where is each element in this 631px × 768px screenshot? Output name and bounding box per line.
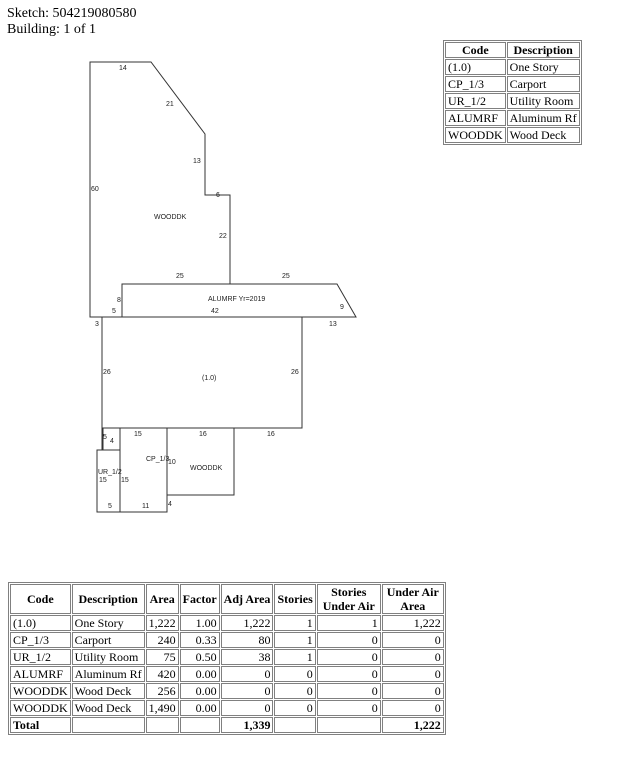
total-cell: Total — [10, 717, 71, 733]
table-cell: 0 — [317, 700, 381, 716]
sketch-id-line: Sketch: 504219080580 — [7, 6, 137, 21]
table-row — [10, 700, 444, 716]
table-cell: 0 — [382, 700, 444, 716]
utility-room-label: UR_1/2 — [98, 469, 122, 476]
table-cell: One Story — [72, 615, 145, 631]
area-summary-table — [8, 582, 446, 735]
table-cell: Aluminum Rf — [72, 666, 145, 682]
table-cell: 38 — [221, 649, 274, 665]
table-cell: 1,222 — [382, 615, 444, 631]
dim-label: 21 — [166, 101, 174, 108]
area-header-cell: Description — [72, 584, 145, 614]
total-row — [10, 717, 444, 733]
dim-label: 11 — [142, 503, 150, 510]
dim-label: 15 — [99, 477, 107, 484]
table-cell: 0 — [221, 700, 274, 716]
table-cell: 0 — [382, 683, 444, 699]
table-cell: 0.33 — [180, 632, 220, 648]
table-cell: 0.00 — [180, 683, 220, 699]
table-cell: 0 — [382, 666, 444, 682]
table-row — [10, 683, 444, 699]
table-cell: Utility Room — [72, 649, 145, 665]
legend-description: Utility Room — [507, 93, 580, 109]
table-cell: WOODDK — [10, 700, 71, 716]
table-cell: 0 — [274, 700, 315, 716]
area-header-cell: Factor — [180, 584, 220, 614]
area-table-body — [10, 615, 444, 733]
wood-deck-lower-shape — [167, 428, 234, 495]
table-cell: (1.0) — [10, 615, 71, 631]
dim-label: 26 — [291, 369, 299, 376]
dim-label: 60 — [91, 186, 99, 193]
table-cell: CP_1/3 — [10, 632, 71, 648]
legend-code: UR_1/2 — [445, 93, 506, 109]
area-header-row — [10, 584, 444, 614]
table-cell: 0 — [317, 649, 381, 665]
dim-label: 16 — [267, 431, 275, 438]
table-cell: 1,490 — [146, 700, 179, 716]
total-cell: 1,339 — [221, 717, 274, 733]
table-cell: 0 — [221, 666, 274, 682]
dim-label: 9 — [340, 304, 344, 311]
dim-label: 5 — [112, 308, 116, 315]
table-cell: 0 — [382, 632, 444, 648]
dim-label: 26 — [103, 369, 111, 376]
dim-label: 42 — [211, 308, 219, 315]
one-story-shape — [102, 317, 302, 428]
area-header-cell: Stories — [274, 584, 315, 614]
table-cell: 0 — [274, 666, 315, 682]
table-cell: Wood Deck — [72, 683, 145, 699]
legend-row — [445, 59, 580, 75]
legend-description: One Story — [507, 59, 580, 75]
table-cell: 1.00 — [180, 615, 220, 631]
carport-shape — [120, 428, 170, 512]
carport-label: CP_1/3 — [146, 456, 170, 463]
area-header-cell: Stories Under Air — [317, 584, 381, 614]
dim-label: 25 — [176, 273, 184, 280]
table-cell: 0 — [274, 683, 315, 699]
table-cell: 1 — [317, 615, 381, 631]
dim-label: 4 — [168, 501, 172, 508]
dim-label: 25 — [282, 273, 290, 280]
table-row — [10, 615, 444, 631]
table-cell: 240 — [146, 632, 179, 648]
wood-deck-upper-shape — [90, 62, 230, 317]
area-header-cell: Code — [10, 584, 71, 614]
legend-table — [443, 40, 582, 145]
table-cell: 1,222 — [221, 615, 274, 631]
area-header-cell: Adj Area — [221, 584, 274, 614]
total-cell: 1,222 — [382, 717, 444, 733]
table-cell: 0 — [317, 666, 381, 682]
table-cell: 0.50 — [180, 649, 220, 665]
table-row — [10, 649, 444, 665]
total-cell — [180, 717, 220, 733]
dim-label: 5 — [103, 434, 107, 441]
legend-code: ALUMRF — [445, 110, 506, 126]
legend-description: Aluminum Rf — [507, 110, 580, 126]
table-cell: 420 — [146, 666, 179, 682]
total-cell — [274, 717, 315, 733]
dim-label: 16 — [199, 431, 207, 438]
table-cell: 75 — [146, 649, 179, 665]
table-cell: 1,222 — [146, 615, 179, 631]
one-story-label: (1.0) — [202, 375, 217, 382]
legend-header-cell: Code — [445, 42, 506, 58]
dim-label: 8 — [117, 297, 121, 304]
legend-code: WOODDK — [445, 127, 506, 143]
table-cell: 1 — [274, 632, 315, 648]
table-cell: 0 — [317, 632, 381, 648]
table-row — [10, 666, 444, 682]
table-cell: 0.00 — [180, 700, 220, 716]
table-cell: 0.00 — [180, 666, 220, 682]
building-count-line: Building: 1 of 1 — [7, 22, 97, 37]
dim-label: 22 — [219, 233, 227, 240]
table-cell: 0 — [317, 683, 381, 699]
table-cell: 0 — [382, 649, 444, 665]
legend-code: CP_1/3 — [445, 76, 506, 92]
table-cell: WOODDK — [10, 683, 71, 699]
legend-row — [445, 76, 580, 92]
wood-deck-lower-label: WOODDK — [190, 465, 223, 472]
area-header-cell: Area — [146, 584, 179, 614]
table-cell: 256 — [146, 683, 179, 699]
legend-row — [445, 110, 580, 126]
table-cell: 80 — [221, 632, 274, 648]
table-cell: Carport — [72, 632, 145, 648]
dim-label: 14 — [119, 65, 127, 72]
legend-code: (1.0) — [445, 59, 506, 75]
total-cell — [72, 717, 145, 733]
dim-label: 3 — [95, 321, 99, 328]
dim-label: 5 — [108, 503, 112, 510]
dim-label: 6 — [216, 192, 220, 199]
legend-header-row — [445, 42, 580, 58]
total-cell — [317, 717, 381, 733]
table-cell: 1 — [274, 615, 315, 631]
legend-row — [445, 93, 580, 109]
total-cell — [146, 717, 179, 733]
table-cell: ALUMRF — [10, 666, 71, 682]
table-cell: Wood Deck — [72, 700, 145, 716]
wood-deck-upper-label: WOODDK — [154, 214, 187, 221]
table-row — [10, 632, 444, 648]
legend-description: Carport — [507, 76, 580, 92]
dim-label: 13 — [329, 321, 337, 328]
table-cell: 0 — [221, 683, 274, 699]
aluminum-roof-label: ALUMRF Yr=2019 — [208, 296, 266, 303]
dim-label: 10 — [168, 459, 176, 466]
dim-label: 4 — [110, 438, 114, 445]
table-cell: UR_1/2 — [10, 649, 71, 665]
area-header-cell: Under Air Area — [382, 584, 444, 614]
legend-header-cell: Description — [507, 42, 580, 58]
dim-label: 13 — [193, 158, 201, 165]
table-cell: 1 — [274, 649, 315, 665]
legend-row — [445, 127, 580, 143]
dim-label: 15 — [134, 431, 142, 438]
dim-label: 15 — [121, 477, 129, 484]
legend-description: Wood Deck — [507, 127, 580, 143]
